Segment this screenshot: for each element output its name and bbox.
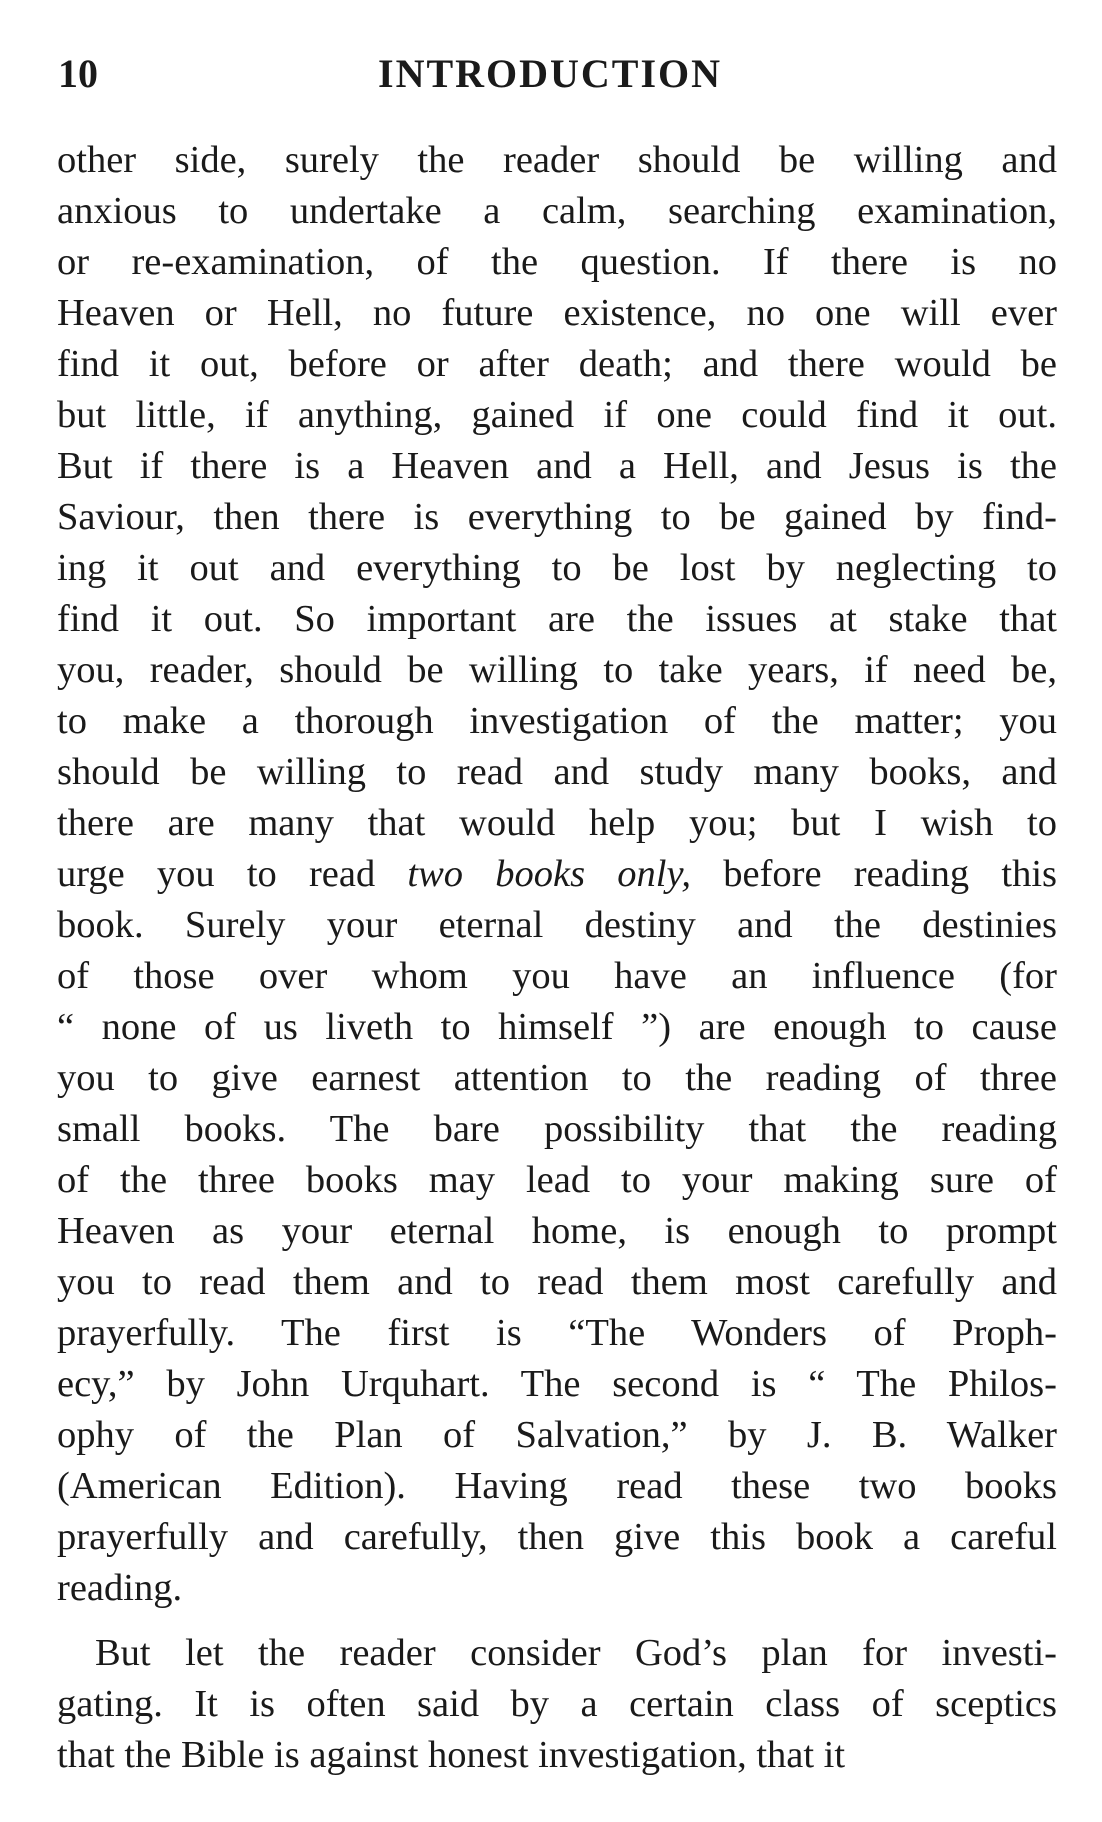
text-line: But let the reader consider God’s plan for investi- [95,1632,1057,1674]
text-line: ophy of the Plan of Salvation,” by J. B. Walker [57,1414,1057,1456]
paragraph [57,135,1057,1614]
text-segment: urge you to read [57,853,408,895]
text-line: Heaven or Hell, no future existence, no one will ever [57,292,1057,334]
text-line: But if there is a Heaven and a Hell, and Jesus is the [57,445,1057,487]
text-line: anxious to undertake a calm, searching examination, [57,190,1057,232]
text-line: you, reader, should be willing to take years, if need be, [57,649,1057,691]
page-number: 10 [58,51,98,96]
text-line: of the three books may lead to your making sure of [57,1159,1057,1201]
text-line: to make a thorough investigation of the matter; you [57,700,1057,742]
paragraph-gap [57,1614,1057,1628]
text-line: that the Bible is against honest investigation, that it [57,1734,846,1776]
text-line: should be willing to read and study many books, and [57,751,1057,793]
text-line: other side, surely the reader should be willing and [57,139,1057,181]
text-line: small books. The bare possibility that the reading [57,1108,1057,1150]
text-line: reading. [57,1567,183,1609]
text-line: (American Edition). Having read these two books [57,1465,1057,1507]
text-line: Saviour, then there is everything to be gained by find- [57,496,1057,538]
text-line: gating. It is often said by a certain class of sceptics [57,1683,1057,1725]
text-segment: before reading this [691,853,1058,895]
text-line: book. Surely your eternal destiny and the destinies [57,904,1057,946]
text-line: but little, if anything, gained if one could find it out. [57,394,1057,436]
text-line: ecy,” by John Urquhart. The second is “ The Philos- [57,1363,1057,1405]
text-line: you to read them and to read them most carefully and [57,1261,1057,1303]
text-line: there are many that would help you; but I wish to [57,802,1057,844]
text-line: prayerfully and carefully, then give this book a careful [57,1516,1057,1558]
text-line [57,849,1057,900]
text-line: find it out. So important are the issues at stake that [57,598,1057,640]
paragraph [57,1628,1057,1781]
text-line: ing it out and everything to be lost by neglecting to [57,547,1057,589]
page-header [58,50,1058,100]
text-line: or re-examination, of the question. If there is no [57,241,1057,283]
text-line: prayerfully. The first is “The Wonders of Proph- [57,1312,1057,1354]
italic-phrase: two books only, [407,853,692,895]
running-head: INTRODUCTION [378,51,723,96]
text-line: Heaven as your eternal home, is enough to prompt [57,1210,1057,1252]
text-line: “ none of us liveth to himself ”) are enough to cause [57,1006,1057,1048]
text-line: of those over whom you have an influence (for [57,955,1057,997]
body-text [57,135,1057,1781]
text-line: find it out, before or after death; and there would be [57,343,1057,385]
text-line: you to give earnest attention to the reading of three [57,1057,1057,1099]
